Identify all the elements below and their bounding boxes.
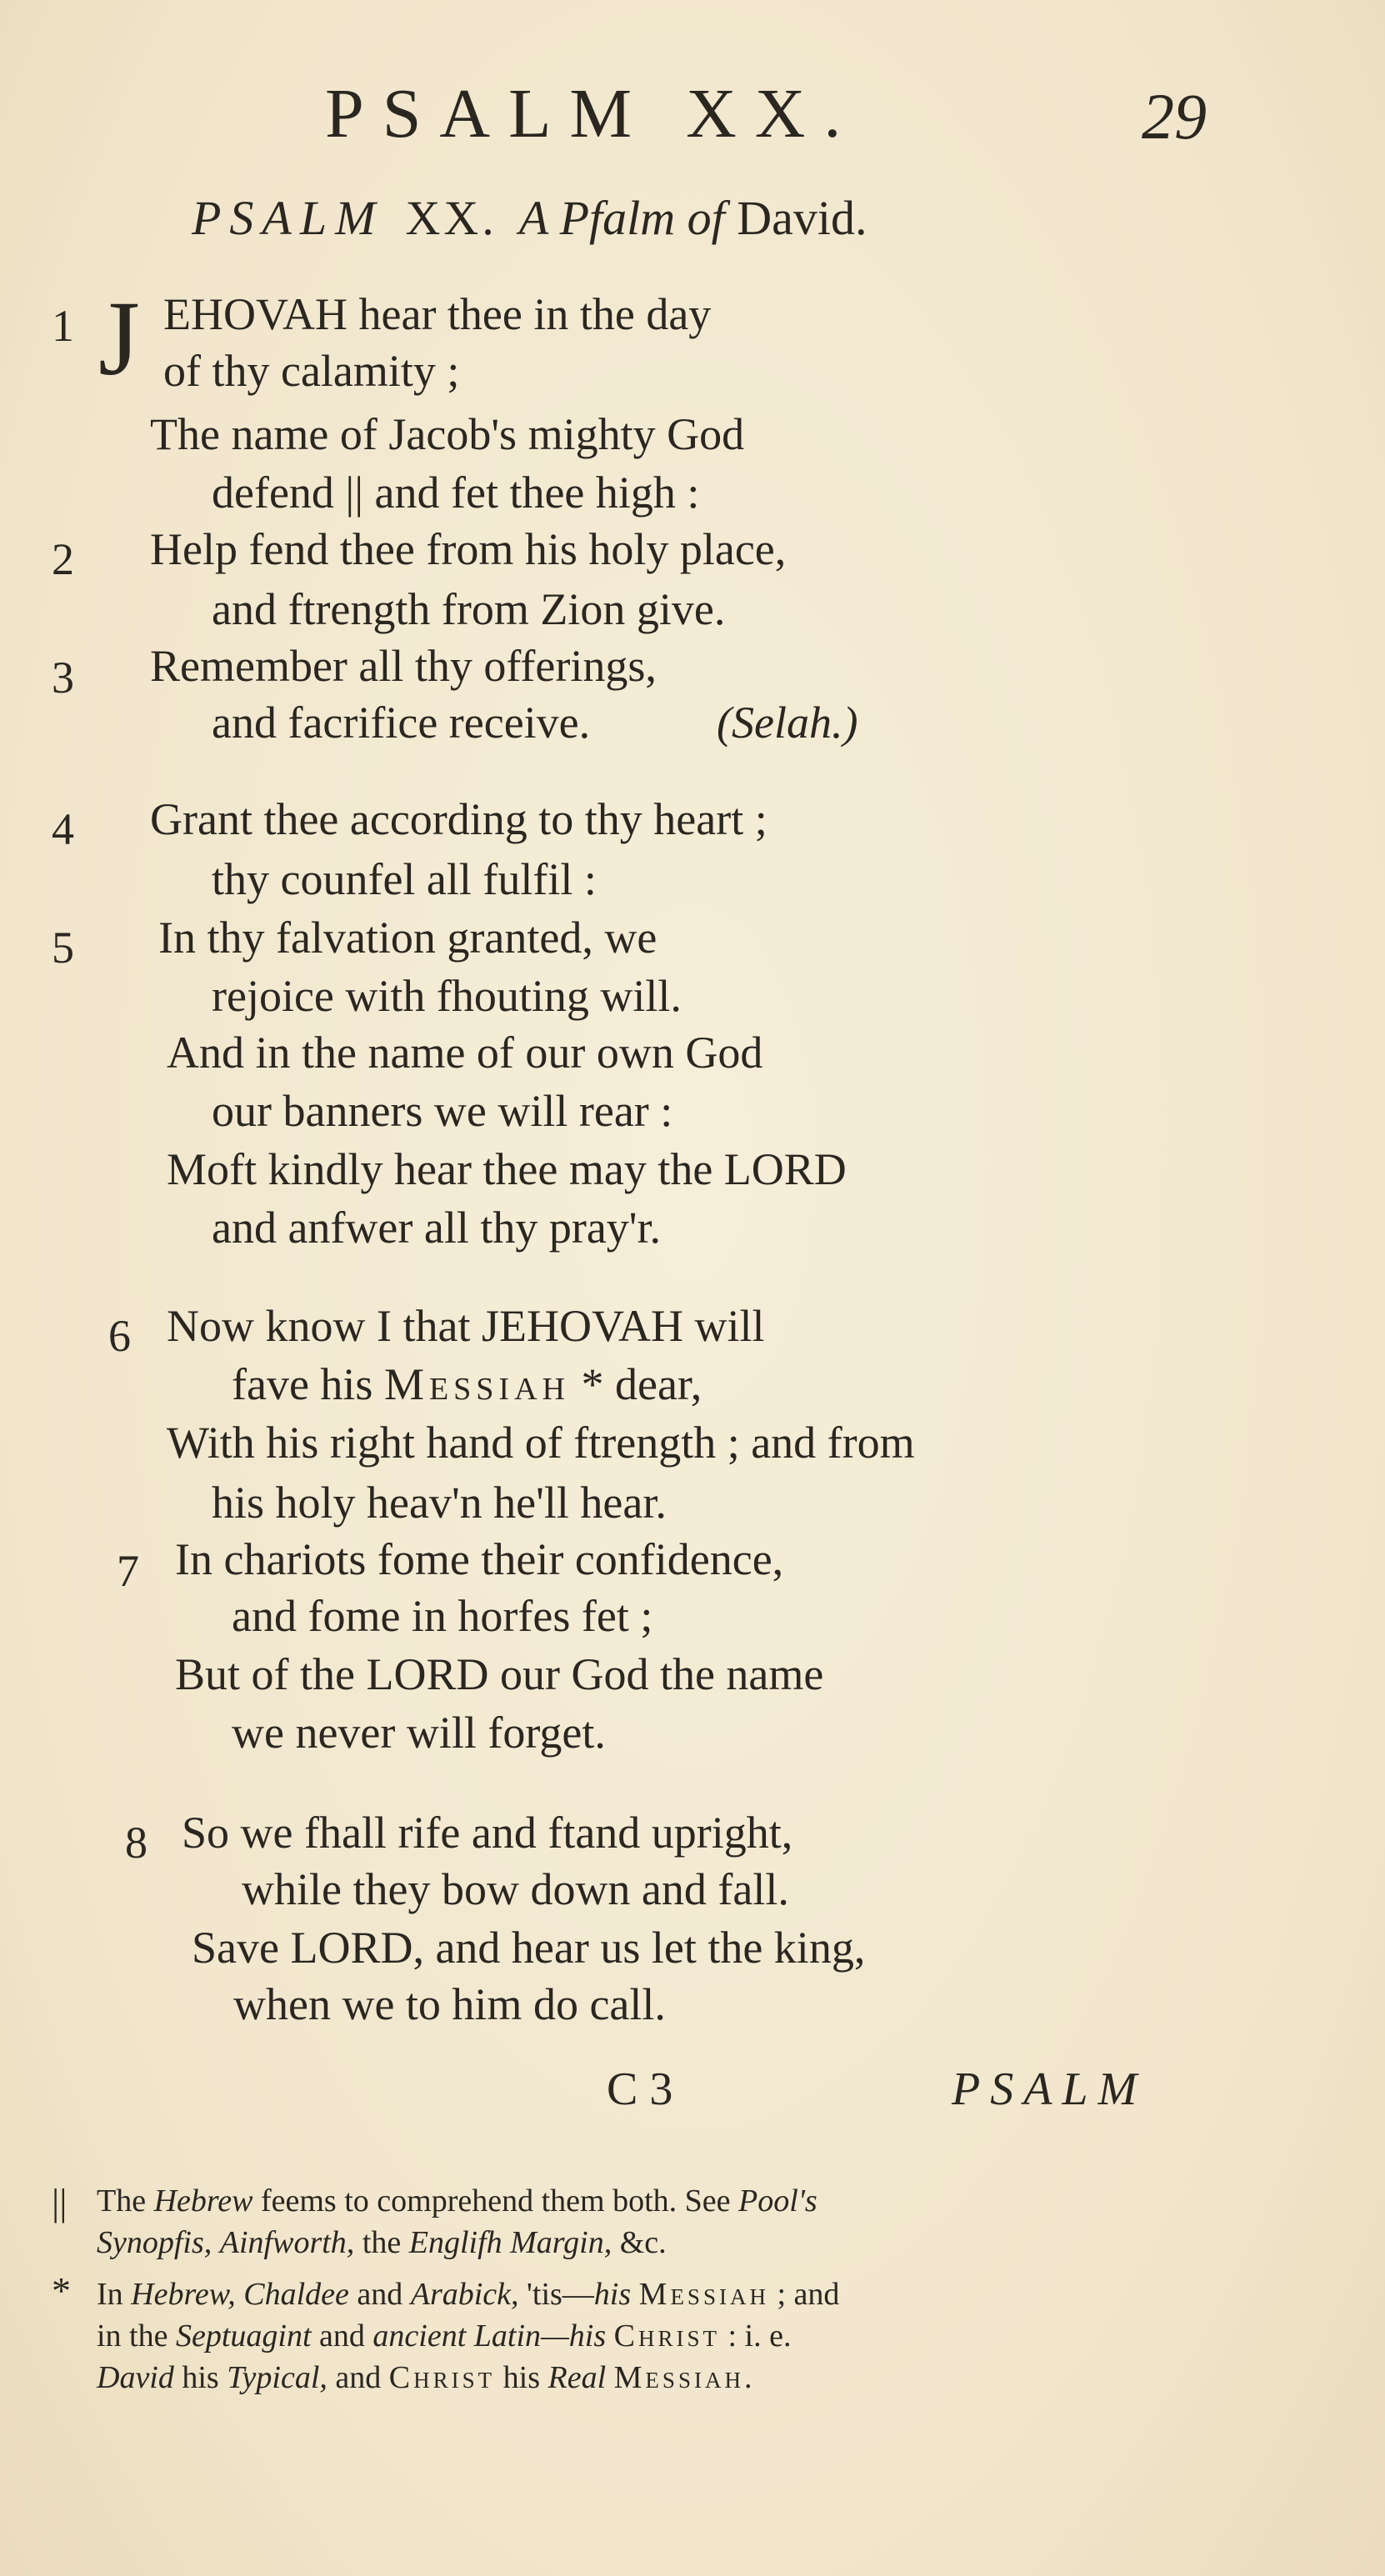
verse-line: thy counfel all fulfil : (212, 854, 597, 904)
verse-line: and facrifice receive. (212, 698, 591, 748)
verse-line: With his right hand of ftrength ; and from (167, 1418, 915, 1468)
text-fragment: the (362, 2225, 402, 2260)
text-fragment: 'tis— (527, 2277, 594, 2312)
verse-line: when we to him do call. (233, 1979, 666, 2029)
text-fragment: his (593, 2277, 632, 2312)
psalm-title (192, 190, 868, 246)
text-fragment: Hebrew (153, 2183, 253, 2218)
verse-number: 5 (52, 923, 74, 973)
text-fragment: Synopfis, (97, 2225, 212, 2260)
text-fragment: In (97, 2277, 123, 2312)
text-fragment: Arabick, (410, 2277, 519, 2312)
footnote-line (97, 2278, 839, 2310)
text-fragment: * dear, (581, 1359, 702, 1409)
verse-number: 2 (52, 534, 74, 584)
text-fragment: : i. e. (728, 2318, 792, 2353)
verse-line: Remember all thy offerings, (150, 641, 657, 691)
text-fragment: Messiah. (613, 2360, 756, 2395)
verse-number: 7 (117, 1546, 139, 1596)
verse-line: And in the name of our own God (167, 1028, 763, 1078)
running-head: PSALM XX. (325, 75, 860, 153)
text-fragment: and (357, 2277, 403, 2312)
verse-number: 1 (52, 301, 74, 351)
dedication: A Pfalm of (518, 191, 725, 245)
verse-line: and fome in horfes fet ; (232, 1591, 653, 1641)
verse-line: his holy heav'n he'll hear. (212, 1478, 667, 1528)
text-fragment: and (335, 2360, 382, 2395)
verse-line: In thy falvation granted, we (158, 913, 658, 963)
footnote-line (97, 2227, 667, 2258)
verse-number: 3 (52, 653, 74, 703)
catchword: PSALM (952, 2063, 1148, 2115)
footnote-line (97, 2320, 791, 2352)
text-fragment: Pool's (738, 2183, 818, 2218)
verse-number: 4 (52, 804, 74, 854)
verse-line: we never will forget. (232, 1708, 606, 1758)
selah-mark: (Selah.) (717, 698, 858, 748)
text-fragment: David (97, 2360, 174, 2395)
text-fragment: Christ (388, 2360, 496, 2395)
verse-line: rejoice with fhouting will. (212, 971, 682, 1021)
text-fragment: Ainfworth, (219, 2225, 355, 2260)
text-fragment: Typical, (227, 2360, 328, 2395)
verse-line: Help fend thee from his holy place, (150, 524, 787, 574)
text-fragment: Englifh Margin, (408, 2225, 612, 2260)
verse-line: defend || and fet thee high : (212, 468, 700, 518)
text-fragment: ancient Latin—his (372, 2318, 607, 2353)
text-fragment: fave his (232, 1359, 373, 1409)
verse-line: Now know I that JEHOVAH will (167, 1301, 765, 1351)
page-number: 29 (1142, 80, 1207, 153)
verse-line: and ftrength from Zion give. (212, 584, 726, 634)
signature-mark: C 3 (607, 2063, 673, 2115)
text-fragment: feems to comprehend them both. See (260, 2183, 731, 2218)
verse-line: Grant thee according to thy heart ; (150, 794, 768, 844)
text-fragment: Messiah (638, 2277, 769, 2312)
text-fragment: Christ (613, 2318, 720, 2353)
verse-line: while they bow down and fall. (242, 1864, 789, 1914)
text-fragment: &c. (619, 2225, 667, 2260)
dedication-name: David. (737, 191, 868, 245)
verse-line: our banners we will rear : (212, 1086, 673, 1136)
verse-line: Save LORD, and hear us let the king, (192, 1923, 866, 1973)
verse-line: But of the LORD our God the name (175, 1649, 824, 1699)
verse-line: The name of Jacob's mighty God (150, 409, 745, 459)
text-fragment: and (319, 2318, 365, 2353)
verse-number: 6 (108, 1311, 131, 1361)
text-fragment: Hebrew, Chaldee (131, 2277, 349, 2312)
drop-cap: J (98, 279, 140, 398)
footnote-line (97, 2185, 818, 2217)
verse-line: of thy calamity ; (163, 346, 460, 396)
text-fragment: Septuagint (175, 2318, 312, 2353)
text-fragment: ; and (777, 2277, 840, 2312)
verse-number: 8 (125, 1818, 148, 1868)
footnote-line (97, 2362, 755, 2393)
verse-line: Moft kindly hear thee may the LORD (167, 1144, 847, 1194)
verse-line: EHOVAH hear thee in the day (163, 289, 712, 339)
text-fragment: his (502, 2360, 540, 2395)
verse-line: In chariots fome their confidence, (175, 1534, 784, 1584)
text-fragment: The (97, 2183, 147, 2218)
text-fragment: in the (97, 2318, 168, 2353)
verse-line (232, 1359, 702, 1409)
double-bar-mark: || (52, 2181, 68, 2223)
verse-line: So we fhall rife and ftand upright, (182, 1808, 793, 1858)
psalm-word: PSALM (192, 191, 384, 245)
verse-line: and anfwer all thy pray'r. (212, 1203, 662, 1253)
psalm-number: XX. (405, 191, 498, 245)
messiah-small-caps: Messiah (383, 1359, 570, 1409)
asterisk-mark: * (52, 2269, 71, 2312)
text-fragment: Real (548, 2360, 607, 2395)
text-fragment: his (182, 2360, 219, 2395)
